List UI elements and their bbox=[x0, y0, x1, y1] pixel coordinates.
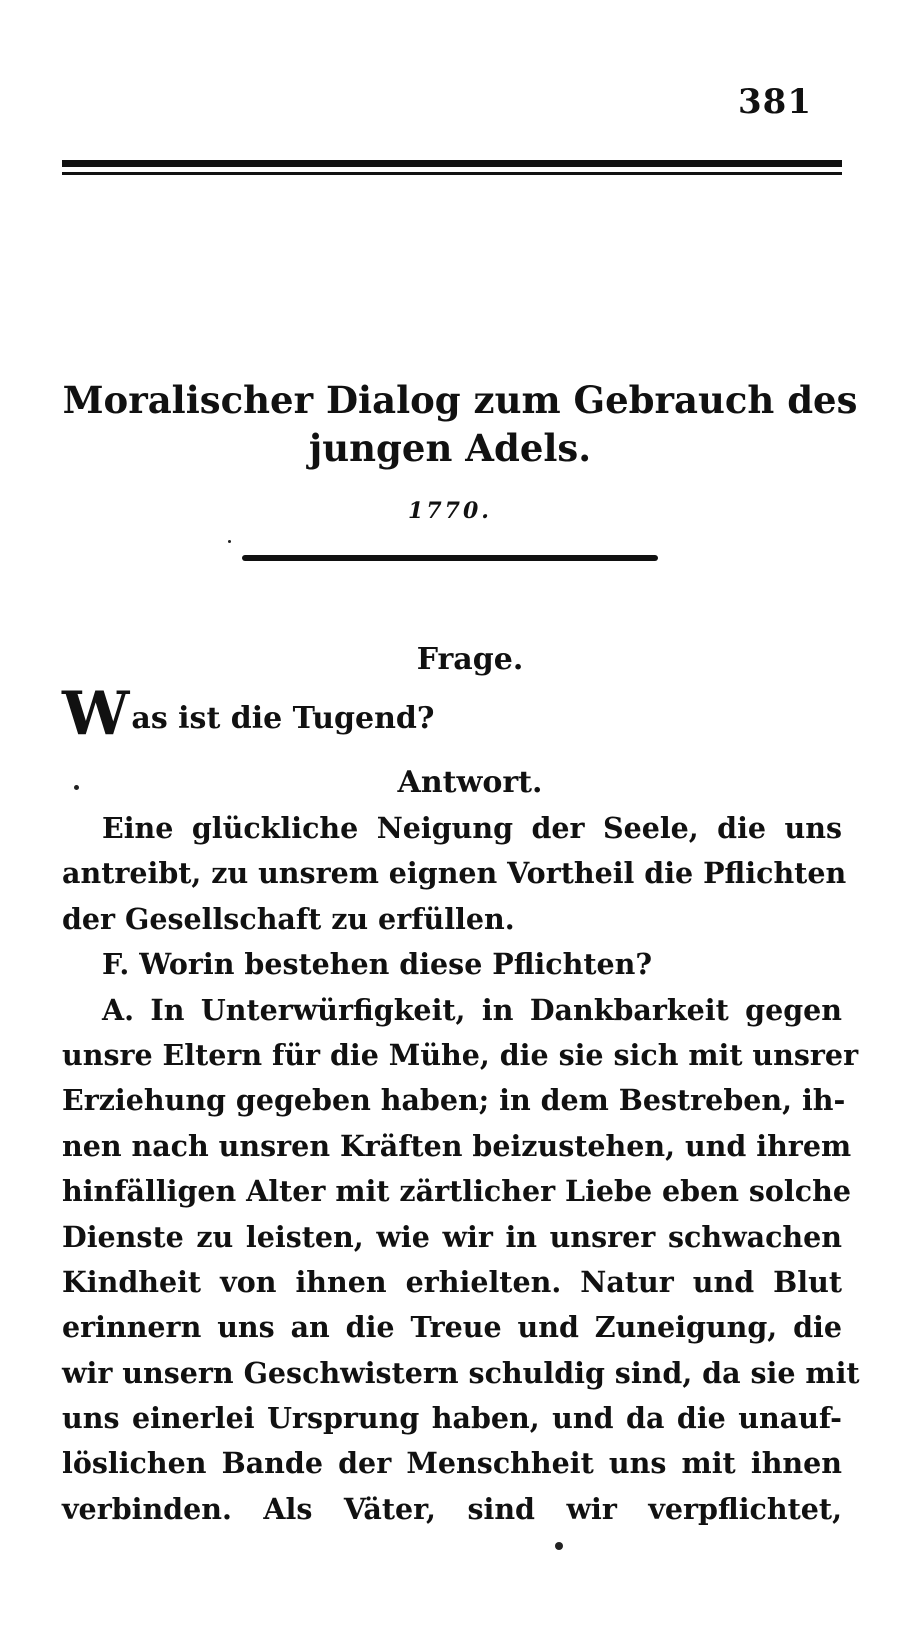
page-number: 381 bbox=[738, 82, 812, 122]
chapter-year: 1770. bbox=[408, 498, 492, 524]
answer-heading: Antwort. bbox=[397, 765, 543, 800]
print-speck bbox=[228, 540, 231, 543]
chapter-title-line-2: jungen Adels. bbox=[308, 426, 592, 470]
print-speck bbox=[74, 785, 79, 790]
body-line: nen nach unsren Kräften beizustehen, und ihrem bbox=[62, 1128, 852, 1163]
body-line: Dienste zu leisten, wie wir in unsrer schwachen bbox=[62, 1219, 842, 1254]
opening-question-text: as ist die Tugend? bbox=[131, 701, 435, 736]
chapter-title bbox=[0, 376, 900, 472]
body-line: unsre Eltern für die Mühe, die sie sich mit unsrer bbox=[62, 1037, 859, 1072]
body-line: verbinden. Als Väter, sind wir verpflichtet, bbox=[62, 1491, 842, 1526]
body-line: Eine glückliche Neigung der Seele, die uns bbox=[102, 811, 842, 845]
body-line: uns einerlei Ursprung haben, und da die unauf- bbox=[62, 1401, 842, 1436]
body-line: wir unsern Geschwistern schuldig sind, da sie mit bbox=[62, 1355, 860, 1390]
body-line: antreibt, zu unsrem eignen Vortheil die Pflichten bbox=[62, 856, 847, 891]
body-line: löslichen Bande der Menschheit uns mit ihnen bbox=[62, 1446, 842, 1481]
body-line: F. Worin bestehen diese Pflichten? bbox=[102, 947, 653, 982]
chapter-title-line-1: Moralischer Dialog zum Gebrauch des bbox=[62, 378, 858, 422]
header-double-rule bbox=[62, 160, 842, 175]
body-line: hinfälligen Alter mit zärtlicher Liebe eben solche bbox=[62, 1174, 851, 1209]
question-heading: Frage. bbox=[416, 642, 524, 677]
title-separator-rule bbox=[242, 555, 658, 561]
opening-question bbox=[62, 679, 435, 749]
print-speck bbox=[555, 1542, 563, 1550]
body-line: Kindheit von ihnen erhielten. Natur und Blut bbox=[62, 1264, 842, 1299]
body-text bbox=[62, 806, 860, 1532]
drop-cap-letter: W bbox=[62, 679, 130, 749]
body-line: A. In Unterwürfigkeit, in Dankbarkeit gegen bbox=[102, 992, 842, 1027]
body-line: Erziehung gegeben haben; in dem Bestreben, ih- bbox=[62, 1083, 846, 1118]
body-line: der Gesellschaft zu erfüllen. bbox=[62, 901, 515, 936]
body-line: erinnern uns an die Treue und Zuneigung, die bbox=[62, 1310, 842, 1345]
